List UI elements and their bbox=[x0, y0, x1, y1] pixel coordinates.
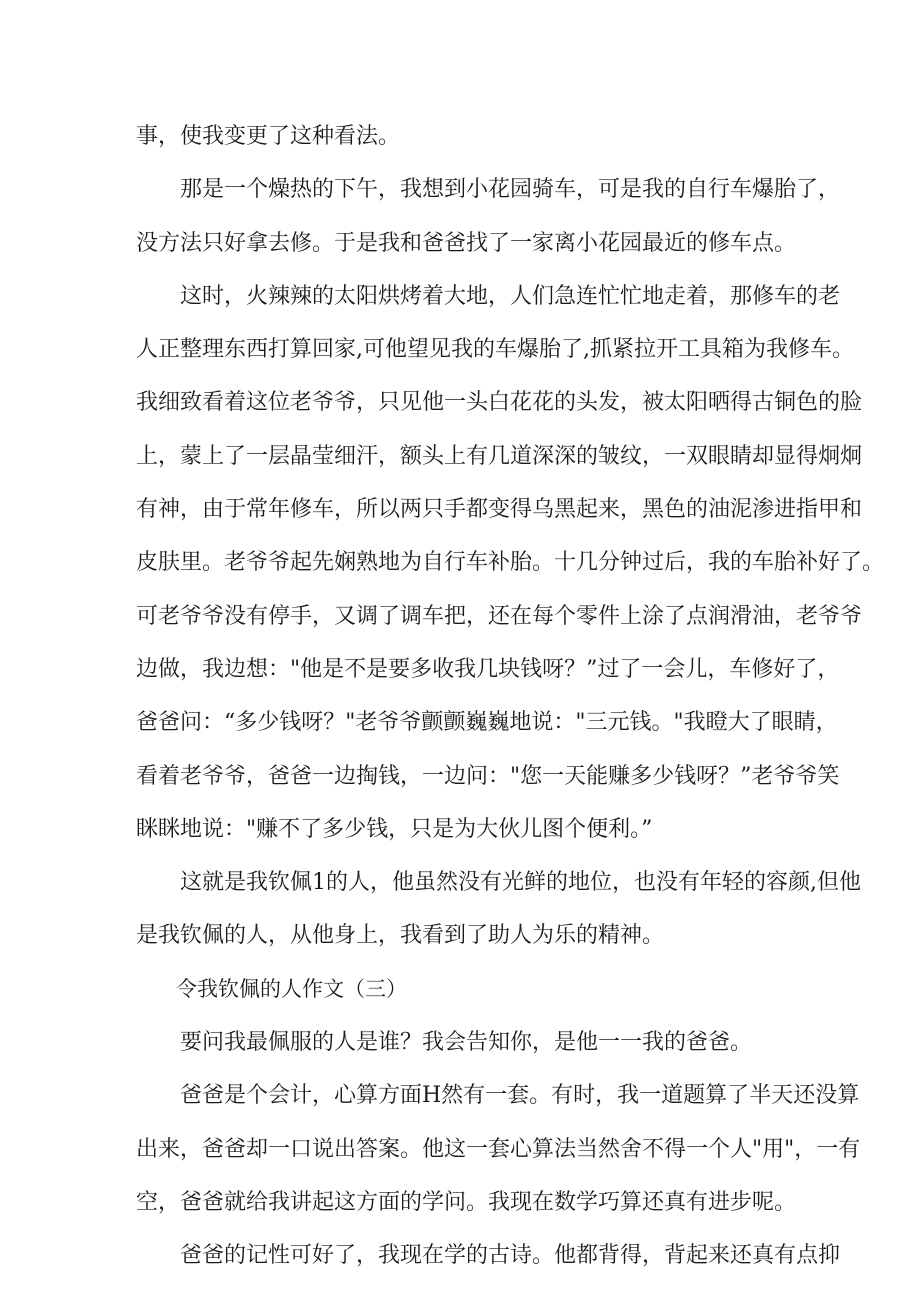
text-line: 我细致看着这位老爷爷，只见他一头白花花的头发，被太阳晒得古铜色的脸 bbox=[136, 390, 863, 416]
text-line: 眯眯地说："赚不了多少钱，只是为大伙儿图个便利。” bbox=[136, 816, 653, 842]
text-line: 边做，我边想："他是不是要多收我几块钱呀？”过了一会儿，车修好了， bbox=[136, 656, 840, 682]
text-line: 看着老爷爷，爸爸一边掏钱，一边问："您一天能赚多少钱呀？”老爷爷笑 bbox=[136, 763, 840, 789]
text-line: 那是一个燥热的下午，我想到小花园骑车，可是我的自行车爆胎了， bbox=[180, 177, 841, 203]
text-line: 可老爷爷没有停手，又调了调车把，还在每个零件上涂了点润滑油，老爷爷 bbox=[136, 603, 863, 629]
text-line: 人正整理东西打算回家,可他望见我的车爆胎了,抓紧拉开工具箱为我修车。 bbox=[136, 337, 854, 363]
text-line: 是我钦佩的人，从他身上，我看到了助人为乐的精神。 bbox=[136, 923, 665, 949]
text-line: 空，爸爸就给我讲起这方面的学问。我现在数学巧算还真有进步呢。 bbox=[136, 1189, 797, 1215]
text-line: 爸爸的记性可好了，我现在学的古诗。他都背得，背起来还真有点抑 bbox=[180, 1243, 841, 1269]
text-line: 皮肤里。老爷爷起先娴熟地为自行车补胎。十几分钟过后，我的车胎补好了。 bbox=[136, 550, 885, 576]
document-page bbox=[136, 110, 885, 1283]
text-line: 这时，火辣辣的太阳烘烤着大地，人们急连忙忙地走着，那修车的老 bbox=[180, 283, 841, 309]
text-line: 有神，由于常年修车，所以两只手都变得乌黑起来，黑色的油泥渗进指甲和 bbox=[136, 497, 863, 523]
text-line: 这就是我钦佩1的人，他虽然没有光鲜的地位，也没有年轻的容颜,但他 bbox=[180, 870, 861, 896]
text-line: 上，蒙上了一层晶莹细汗，额头上有几道深深的皱纹，一双眼睛却显得炯炯 bbox=[136, 443, 863, 469]
text-line: 出来，爸爸却一口说出答案。他这一套心算法当然舍不得一个人"用"，一有 bbox=[136, 1136, 861, 1162]
text-line: 事，使我变更了这种看法。 bbox=[136, 124, 401, 149]
section-heading: 令我钦佩的人作文（三） bbox=[176, 976, 407, 1001]
text-line: 爸爸是个会计，心算方面H然有一套。有时，我一道题算了半天还没算 bbox=[180, 1083, 860, 1109]
text-line: 没方法只好拿去修。于是我和爸爸找了一家离小花园最近的修车点。 bbox=[136, 230, 797, 256]
text-line: 爸爸问：“多少钱呀？"老爷爷颤颤巍巍地说："三元钱。"我瞪大了眼睛， bbox=[136, 710, 838, 736]
text-line: 要问我最佩服的人是谁？我会告知你，是他一一我的爸爸。 bbox=[180, 1030, 753, 1056]
